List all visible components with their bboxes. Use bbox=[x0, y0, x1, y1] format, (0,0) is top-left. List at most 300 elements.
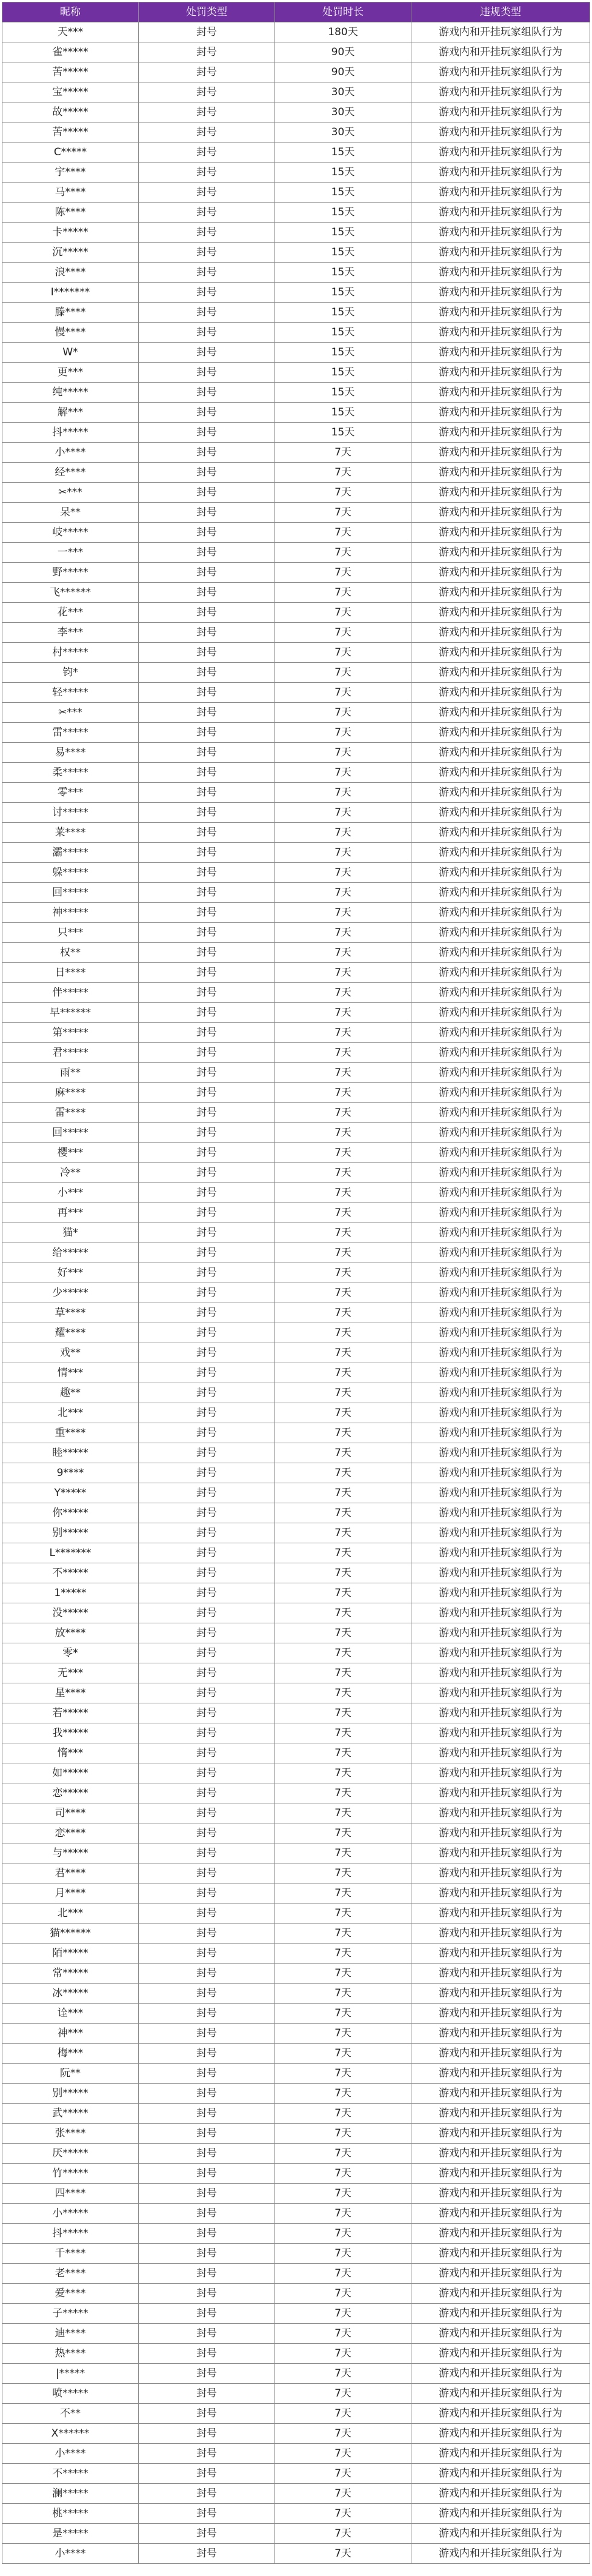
cell-violation-type: 游戏内和开挂玩家组队行为 bbox=[411, 82, 590, 102]
cell-nickname: 喷***** bbox=[2, 2384, 139, 2404]
cell-penalty-type: 封号 bbox=[139, 1543, 275, 1563]
cell-penalty-type: 封号 bbox=[139, 583, 275, 603]
cell-penalty-duration: 7天 bbox=[275, 1403, 411, 1423]
table-row bbox=[2, 563, 590, 583]
cell-nickname: 常***** bbox=[2, 1964, 139, 1984]
cell-nickname: 小**** bbox=[2, 2444, 139, 2464]
cell-violation-type: 游戏内和开挂玩家组队行为 bbox=[411, 1343, 590, 1363]
cell-nickname: 情*** bbox=[2, 1363, 139, 1383]
cell-penalty-duration: 7天 bbox=[275, 1163, 411, 1183]
cell-penalty-duration: 90天 bbox=[275, 62, 411, 82]
cell-violation-type: 游戏内和开挂玩家组队行为 bbox=[411, 1603, 590, 1623]
table-row bbox=[2, 903, 590, 923]
cell-penalty-duration: 7天 bbox=[275, 2464, 411, 2484]
cell-nickname: 冰***** bbox=[2, 1984, 139, 2004]
cell-nickname: 伴***** bbox=[2, 983, 139, 1003]
cell-nickname: 不***** bbox=[2, 1563, 139, 1583]
cell-penalty-type: 封号 bbox=[139, 2224, 275, 2244]
cell-nickname: 滕**** bbox=[2, 303, 139, 323]
cell-penalty-duration: 7天 bbox=[275, 1463, 411, 1483]
cell-nickname: 睦***** bbox=[2, 1443, 139, 1463]
table-row bbox=[2, 2124, 590, 2144]
cell-penalty-duration: 7天 bbox=[275, 2504, 411, 2524]
cell-nickname: 沉***** bbox=[2, 243, 139, 263]
cell-nickname: 北*** bbox=[2, 1903, 139, 1924]
table-row bbox=[2, 2224, 590, 2244]
cell-nickname: 第***** bbox=[2, 1023, 139, 1043]
cell-penalty-duration: 7天 bbox=[275, 1103, 411, 1123]
table-row bbox=[2, 2464, 590, 2484]
table-row bbox=[2, 303, 590, 323]
cell-violation-type: 游戏内和开挂玩家组队行为 bbox=[411, 1944, 590, 1964]
cell-nickname: C***** bbox=[2, 143, 139, 163]
table-row bbox=[2, 1984, 590, 2004]
cell-nickname: 柔***** bbox=[2, 763, 139, 783]
cell-penalty-duration: 7天 bbox=[275, 1723, 411, 1743]
table-row bbox=[2, 443, 590, 463]
cell-nickname: 躲***** bbox=[2, 863, 139, 883]
cell-violation-type: 游戏内和开挂玩家组队行为 bbox=[411, 823, 590, 843]
cell-nickname: 小*** bbox=[2, 1183, 139, 1203]
cell-violation-type: 游戏内和开挂玩家组队行为 bbox=[411, 2024, 590, 2044]
table-row bbox=[2, 663, 590, 683]
table-row bbox=[2, 323, 590, 343]
cell-penalty-duration: 7天 bbox=[275, 1783, 411, 1803]
cell-penalty-type: 封号 bbox=[139, 963, 275, 983]
header-nickname: 昵称 bbox=[2, 2, 139, 22]
cell-penalty-duration: 7天 bbox=[275, 723, 411, 743]
cell-penalty-duration: 7天 bbox=[275, 2384, 411, 2404]
cell-penalty-duration: 7天 bbox=[275, 1183, 411, 1203]
cell-nickname: 小**** bbox=[2, 443, 139, 463]
cell-nickname: 猫* bbox=[2, 1223, 139, 1243]
cell-penalty-type: 封号 bbox=[139, 42, 275, 62]
cell-penalty-type: 封号 bbox=[139, 2164, 275, 2184]
table-row bbox=[2, 943, 590, 963]
cell-penalty-duration: 15天 bbox=[275, 163, 411, 183]
cell-penalty-type: 封号 bbox=[139, 643, 275, 663]
cell-penalty-type: 封号 bbox=[139, 2364, 275, 2384]
table-row bbox=[2, 723, 590, 743]
cell-penalty-type: 封号 bbox=[139, 1964, 275, 1984]
cell-nickname: 雀***** bbox=[2, 42, 139, 62]
cell-penalty-duration: 7天 bbox=[275, 1683, 411, 1703]
cell-violation-type: 游戏内和开挂玩家组队行为 bbox=[411, 463, 590, 483]
cell-violation-type: 游戏内和开挂玩家组队行为 bbox=[411, 663, 590, 683]
cell-penalty-type: 封号 bbox=[139, 2124, 275, 2144]
table-row bbox=[2, 2284, 590, 2304]
table-row bbox=[2, 1283, 590, 1303]
table-row bbox=[2, 1603, 590, 1623]
cell-violation-type: 游戏内和开挂玩家组队行为 bbox=[411, 203, 590, 223]
table-row bbox=[2, 2004, 590, 2024]
cell-penalty-duration: 15天 bbox=[275, 323, 411, 343]
table-row bbox=[2, 783, 590, 803]
table-row bbox=[2, 1843, 590, 1863]
table-row bbox=[2, 1023, 590, 1043]
cell-penalty-duration: 15天 bbox=[275, 383, 411, 403]
cell-violation-type: 游戏内和开挂玩家组队行为 bbox=[411, 743, 590, 763]
cell-penalty-type: 封号 bbox=[139, 183, 275, 203]
cell-penalty-duration: 7天 bbox=[275, 863, 411, 883]
cell-nickname: 好*** bbox=[2, 1263, 139, 1283]
cell-nickname: 呆** bbox=[2, 503, 139, 523]
cell-violation-type: 游戏内和开挂玩家组队行为 bbox=[411, 2064, 590, 2084]
cell-penalty-duration: 7天 bbox=[275, 1984, 411, 2004]
cell-violation-type: 游戏内和开挂玩家组队行为 bbox=[411, 423, 590, 443]
cell-penalty-duration: 7天 bbox=[275, 1023, 411, 1043]
cell-violation-type: 游戏内和开挂玩家组队行为 bbox=[411, 543, 590, 563]
cell-nickname: 戏** bbox=[2, 1343, 139, 1363]
cell-penalty-duration: 7天 bbox=[275, 1143, 411, 1163]
cell-penalty-duration: 7天 bbox=[275, 2424, 411, 2444]
cell-violation-type: 游戏内和开挂玩家组队行为 bbox=[411, 143, 590, 163]
cell-penalty-type: 封号 bbox=[139, 2084, 275, 2104]
table-row bbox=[2, 203, 590, 223]
table-row bbox=[2, 643, 590, 663]
cell-nickname: 讨***** bbox=[2, 803, 139, 823]
cell-penalty-type: 封号 bbox=[139, 2544, 275, 2564]
table-row bbox=[2, 1623, 590, 1643]
cell-penalty-duration: 7天 bbox=[275, 1863, 411, 1883]
cell-penalty-duration: 7天 bbox=[275, 763, 411, 783]
cell-nickname: 张**** bbox=[2, 2124, 139, 2144]
cell-penalty-duration: 7天 bbox=[275, 1483, 411, 1503]
cell-violation-type: 游戏内和开挂玩家组队行为 bbox=[411, 1063, 590, 1083]
table-row bbox=[2, 1944, 590, 1964]
cell-nickname: 耀**** bbox=[2, 1323, 139, 1343]
table-row bbox=[2, 2484, 590, 2504]
cell-violation-type: 游戏内和开挂玩家组队行为 bbox=[411, 1563, 590, 1583]
cell-violation-type: 游戏内和开挂玩家组队行为 bbox=[411, 1003, 590, 1023]
table-row bbox=[2, 1783, 590, 1803]
cell-penalty-duration: 7天 bbox=[275, 2444, 411, 2464]
table-row bbox=[2, 2444, 590, 2464]
cell-penalty-type: 封号 bbox=[139, 2324, 275, 2344]
cell-nickname: 没***** bbox=[2, 1603, 139, 1623]
cell-penalty-duration: 7天 bbox=[275, 2284, 411, 2304]
cell-penalty-type: 封号 bbox=[139, 1783, 275, 1803]
cell-nickname: 北*** bbox=[2, 1403, 139, 1423]
cell-penalty-duration: 7天 bbox=[275, 643, 411, 663]
cell-penalty-duration: 7天 bbox=[275, 1203, 411, 1223]
table-row bbox=[2, 2184, 590, 2204]
table-row bbox=[2, 683, 590, 703]
cell-penalty-type: 封号 bbox=[139, 1823, 275, 1843]
cell-violation-type: 游戏内和开挂玩家组队行为 bbox=[411, 22, 590, 42]
cell-penalty-type: 封号 bbox=[139, 683, 275, 703]
cell-penalty-duration: 7天 bbox=[275, 1323, 411, 1343]
cell-violation-type: 游戏内和开挂玩家组队行为 bbox=[411, 603, 590, 623]
table-row bbox=[2, 2084, 590, 2104]
cell-nickname: L******* bbox=[2, 1543, 139, 1563]
table-row bbox=[2, 1263, 590, 1283]
cell-penalty-duration: 7天 bbox=[275, 1563, 411, 1583]
cell-penalty-duration: 7天 bbox=[275, 983, 411, 1003]
cell-penalty-duration: 15天 bbox=[275, 283, 411, 303]
cell-penalty-duration: 7天 bbox=[275, 2224, 411, 2244]
cell-nickname: 神*** bbox=[2, 2024, 139, 2044]
table-row bbox=[2, 1683, 590, 1703]
cell-violation-type: 游戏内和开挂玩家组队行为 bbox=[411, 883, 590, 903]
cell-nickname: 你***** bbox=[2, 1503, 139, 1523]
table-row bbox=[2, 823, 590, 843]
cell-penalty-type: 封号 bbox=[139, 1183, 275, 1203]
cell-violation-type: 游戏内和开挂玩家组队行为 bbox=[411, 42, 590, 62]
cell-penalty-duration: 7天 bbox=[275, 963, 411, 983]
cell-violation-type: 游戏内和开挂玩家组队行为 bbox=[411, 1703, 590, 1723]
cell-penalty-type: 封号 bbox=[139, 383, 275, 403]
cell-penalty-duration: 7天 bbox=[275, 1743, 411, 1763]
cell-nickname: 千**** bbox=[2, 2244, 139, 2264]
cell-nickname: 花*** bbox=[2, 603, 139, 623]
cell-penalty-type: 封号 bbox=[139, 2304, 275, 2324]
cell-nickname: 草**** bbox=[2, 1303, 139, 1323]
cell-violation-type: 游戏内和开挂玩家组队行为 bbox=[411, 1663, 590, 1683]
cell-penalty-duration: 7天 bbox=[275, 1363, 411, 1383]
cell-penalty-duration: 7天 bbox=[275, 1263, 411, 1283]
cell-penalty-duration: 7天 bbox=[275, 1503, 411, 1523]
cell-penalty-duration: 7天 bbox=[275, 903, 411, 923]
cell-nickname: 零* bbox=[2, 1643, 139, 1663]
cell-penalty-type: 封号 bbox=[139, 22, 275, 42]
cell-penalty-duration: 7天 bbox=[275, 2544, 411, 2564]
cell-nickname: 老**** bbox=[2, 2264, 139, 2284]
cell-penalty-duration: 7天 bbox=[275, 1223, 411, 1243]
table-row bbox=[2, 283, 590, 303]
cell-nickname: 重**** bbox=[2, 1423, 139, 1443]
cell-nickname: 恋***** bbox=[2, 1783, 139, 1803]
cell-penalty-duration: 15天 bbox=[275, 363, 411, 383]
table-row bbox=[2, 343, 590, 363]
cell-nickname: 解*** bbox=[2, 403, 139, 423]
cell-penalty-duration: 7天 bbox=[275, 623, 411, 643]
cell-violation-type: 游戏内和开挂玩家组队行为 bbox=[411, 2464, 590, 2484]
cell-penalty-type: 封号 bbox=[139, 723, 275, 743]
cell-nickname: 飞****** bbox=[2, 583, 139, 603]
table-row bbox=[2, 82, 590, 102]
cell-penalty-duration: 30天 bbox=[275, 82, 411, 102]
cell-nickname: 纯***** bbox=[2, 383, 139, 403]
cell-penalty-type: 封号 bbox=[139, 1843, 275, 1863]
cell-penalty-type: 封号 bbox=[139, 543, 275, 563]
table-row bbox=[2, 1143, 590, 1163]
cell-nickname: 灞***** bbox=[2, 843, 139, 863]
cell-violation-type: 游戏内和开挂玩家组队行为 bbox=[411, 703, 590, 723]
cell-penalty-duration: 7天 bbox=[275, 783, 411, 803]
cell-penalty-duration: 7天 bbox=[275, 2404, 411, 2424]
cell-nickname: 小***** bbox=[2, 2204, 139, 2224]
cell-penalty-duration: 7天 bbox=[275, 1003, 411, 1023]
cell-penalty-type: 封号 bbox=[139, 1743, 275, 1763]
cell-nickname: 阮** bbox=[2, 2064, 139, 2084]
cell-violation-type: 游戏内和开挂玩家组队行为 bbox=[411, 1683, 590, 1703]
cell-violation-type: 游戏内和开挂玩家组队行为 bbox=[411, 443, 590, 463]
cell-penalty-duration: 7天 bbox=[275, 1303, 411, 1323]
cell-penalty-type: 封号 bbox=[139, 503, 275, 523]
cell-penalty-type: 封号 bbox=[139, 1903, 275, 1924]
cell-violation-type: 游戏内和开挂玩家组队行为 bbox=[411, 1443, 590, 1463]
cell-penalty-type: 封号 bbox=[139, 1243, 275, 1263]
cell-penalty-type: 封号 bbox=[139, 2484, 275, 2504]
cell-violation-type: 游戏内和开挂玩家组队行为 bbox=[411, 1243, 590, 1263]
cell-violation-type: 游戏内和开挂玩家组队行为 bbox=[411, 2424, 590, 2444]
cell-nickname: 猫****** bbox=[2, 1924, 139, 1944]
cell-penalty-type: 封号 bbox=[139, 2464, 275, 2484]
cell-penalty-type: 封号 bbox=[139, 1583, 275, 1603]
cell-violation-type: 游戏内和开挂玩家组队行为 bbox=[411, 903, 590, 923]
cell-nickname: 放**** bbox=[2, 1623, 139, 1643]
cell-violation-type: 游戏内和开挂玩家组队行为 bbox=[411, 1403, 590, 1423]
cell-violation-type: 游戏内和开挂玩家组队行为 bbox=[411, 1183, 590, 1203]
table-row bbox=[2, 1503, 590, 1523]
cell-nickname: 钧* bbox=[2, 663, 139, 683]
cell-violation-type: 游戏内和开挂玩家组队行为 bbox=[411, 1543, 590, 1563]
cell-penalty-duration: 7天 bbox=[275, 603, 411, 623]
penalty-table-wrapper bbox=[2, 2, 590, 2564]
table-row bbox=[2, 2324, 590, 2344]
cell-penalty-type: 封号 bbox=[139, 1603, 275, 1623]
table-row bbox=[2, 1563, 590, 1583]
cell-penalty-type: 封号 bbox=[139, 1944, 275, 1964]
cell-penalty-duration: 15天 bbox=[275, 223, 411, 243]
cell-violation-type: 游戏内和开挂玩家组队行为 bbox=[411, 523, 590, 543]
cell-penalty-duration: 7天 bbox=[275, 2304, 411, 2324]
table-row bbox=[2, 1723, 590, 1743]
cell-penalty-type: 封号 bbox=[139, 122, 275, 143]
cell-penalty-duration: 7天 bbox=[275, 1523, 411, 1543]
table-row bbox=[2, 2344, 590, 2364]
cell-violation-type: 游戏内和开挂玩家组队行为 bbox=[411, 1123, 590, 1143]
cell-nickname: 不***** bbox=[2, 2464, 139, 2484]
header-penalty-duration: 处罚时长 bbox=[275, 2, 411, 22]
cell-nickname: ✂*** bbox=[2, 703, 139, 723]
cell-penalty-type: 封号 bbox=[139, 1283, 275, 1303]
cell-penalty-type: 封号 bbox=[139, 823, 275, 843]
cell-nickname: 子***** bbox=[2, 2304, 139, 2324]
cell-penalty-type: 封号 bbox=[139, 163, 275, 183]
table-row bbox=[2, 1183, 590, 1203]
table-row bbox=[2, 483, 590, 503]
table-row bbox=[2, 2024, 590, 2044]
cell-violation-type: 游戏内和开挂玩家组队行为 bbox=[411, 583, 590, 603]
cell-penalty-type: 封号 bbox=[139, 1503, 275, 1523]
cell-penalty-duration: 15天 bbox=[275, 183, 411, 203]
cell-penalty-type: 封号 bbox=[139, 1163, 275, 1183]
cell-nickname: 厌***** bbox=[2, 2144, 139, 2164]
cell-violation-type: 游戏内和开挂玩家组队行为 bbox=[411, 1043, 590, 1063]
cell-nickname: 热**** bbox=[2, 2344, 139, 2364]
cell-nickname: 更*** bbox=[2, 363, 139, 383]
cell-violation-type: 游戏内和开挂玩家组队行为 bbox=[411, 643, 590, 663]
cell-violation-type: 游戏内和开挂玩家组队行为 bbox=[411, 2104, 590, 2124]
cell-penalty-duration: 7天 bbox=[275, 823, 411, 843]
table-row bbox=[2, 503, 590, 523]
cell-nickname: 别***** bbox=[2, 2084, 139, 2104]
table-row bbox=[2, 543, 590, 563]
cell-penalty-duration: 7天 bbox=[275, 2484, 411, 2504]
cell-nickname: 雷**** bbox=[2, 1103, 139, 1123]
table-row bbox=[2, 2264, 590, 2284]
cell-violation-type: 游戏内和开挂玩家组队行为 bbox=[411, 1763, 590, 1783]
table-row bbox=[2, 863, 590, 883]
table-row bbox=[2, 803, 590, 823]
cell-penalty-type: 封号 bbox=[139, 1723, 275, 1743]
cell-violation-type: 游戏内和开挂玩家组队行为 bbox=[411, 2384, 590, 2404]
table-row bbox=[2, 1583, 590, 1603]
cell-penalty-type: 封号 bbox=[139, 663, 275, 683]
cell-violation-type: 游戏内和开挂玩家组队行为 bbox=[411, 323, 590, 343]
cell-penalty-type: 封号 bbox=[139, 783, 275, 803]
cell-nickname: 一*** bbox=[2, 543, 139, 563]
table-row bbox=[2, 2384, 590, 2404]
cell-nickname: Y***** bbox=[2, 1483, 139, 1503]
cell-violation-type: 游戏内和开挂玩家组队行为 bbox=[411, 102, 590, 122]
cell-violation-type: 游戏内和开挂玩家组队行为 bbox=[411, 243, 590, 263]
table-row bbox=[2, 1483, 590, 1503]
table-row bbox=[2, 2404, 590, 2424]
cell-violation-type: 游戏内和开挂玩家组队行为 bbox=[411, 2164, 590, 2184]
cell-nickname: 再*** bbox=[2, 1203, 139, 1223]
cell-nickname: 9**** bbox=[2, 1463, 139, 1483]
table-row bbox=[2, 1643, 590, 1663]
table-row bbox=[2, 2524, 590, 2544]
table-row bbox=[2, 1543, 590, 1563]
cell-penalty-type: 封号 bbox=[139, 803, 275, 823]
cell-penalty-duration: 30天 bbox=[275, 122, 411, 143]
cell-penalty-type: 封号 bbox=[139, 843, 275, 863]
cell-nickname: 雨** bbox=[2, 1063, 139, 1083]
cell-violation-type: 游戏内和开挂玩家组队行为 bbox=[411, 943, 590, 963]
cell-penalty-type: 封号 bbox=[139, 1003, 275, 1023]
table-row bbox=[2, 1924, 590, 1944]
cell-penalty-type: 封号 bbox=[139, 1443, 275, 1463]
table-row bbox=[2, 2504, 590, 2524]
table-row bbox=[2, 1043, 590, 1063]
cell-violation-type: 游戏内和开挂玩家组队行为 bbox=[411, 2264, 590, 2284]
cell-nickname: 恋**** bbox=[2, 1823, 139, 1843]
table-row bbox=[2, 1443, 590, 1463]
cell-violation-type: 游戏内和开挂玩家组队行为 bbox=[411, 2544, 590, 2564]
cell-violation-type: 游戏内和开挂玩家组队行为 bbox=[411, 2284, 590, 2304]
table-row bbox=[2, 423, 590, 443]
cell-violation-type: 游戏内和开挂玩家组队行为 bbox=[411, 383, 590, 403]
cell-nickname: X****** bbox=[2, 2424, 139, 2444]
cell-penalty-type: 封号 bbox=[139, 2184, 275, 2204]
cell-nickname: 易**** bbox=[2, 743, 139, 763]
cell-penalty-type: 封号 bbox=[139, 303, 275, 323]
table-row bbox=[2, 763, 590, 783]
cell-nickname: 权** bbox=[2, 943, 139, 963]
cell-violation-type: 游戏内和开挂玩家组队行为 bbox=[411, 1483, 590, 1503]
cell-penalty-duration: 180天 bbox=[275, 22, 411, 42]
cell-penalty-type: 封号 bbox=[139, 2264, 275, 2284]
cell-nickname: 李*** bbox=[2, 623, 139, 643]
cell-penalty-duration: 7天 bbox=[275, 1883, 411, 1903]
cell-penalty-type: 封号 bbox=[139, 2144, 275, 2164]
cell-violation-type: 游戏内和开挂玩家组队行为 bbox=[411, 163, 590, 183]
table-row bbox=[2, 1363, 590, 1383]
cell-penalty-type: 封号 bbox=[139, 363, 275, 383]
table-row bbox=[2, 1063, 590, 1083]
cell-nickname: 无*** bbox=[2, 1663, 139, 1683]
cell-penalty-duration: 7天 bbox=[275, 2144, 411, 2164]
cell-penalty-duration: 7天 bbox=[275, 923, 411, 943]
cell-nickname: 莱**** bbox=[2, 823, 139, 843]
cell-violation-type: 游戏内和开挂玩家组队行为 bbox=[411, 1283, 590, 1303]
cell-penalty-duration: 7天 bbox=[275, 2084, 411, 2104]
cell-penalty-type: 封号 bbox=[139, 1203, 275, 1223]
